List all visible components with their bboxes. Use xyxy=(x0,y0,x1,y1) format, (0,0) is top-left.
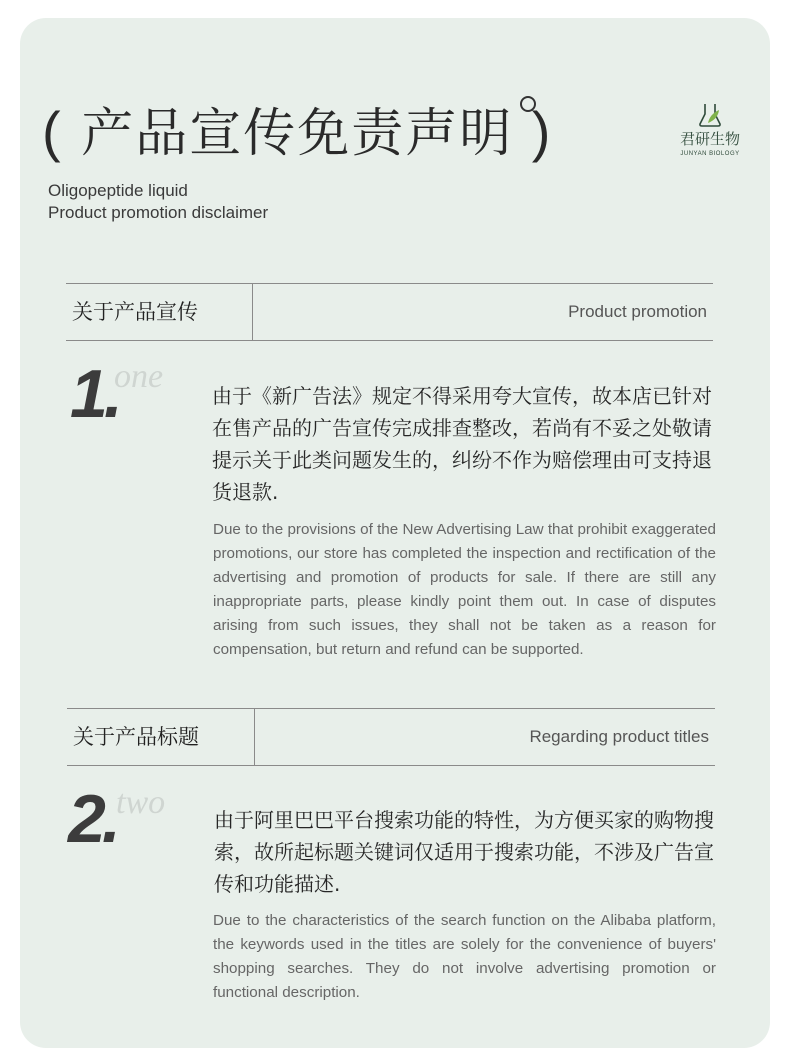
section-label-cn: 关于产品宣传 xyxy=(72,300,198,324)
subtitle-line1: Oligopeptide liquid xyxy=(48,181,188,200)
title-open-paren: ( xyxy=(42,100,63,163)
section-text-en: Due to the characteristics of the search function on the Alibaba platform, the keywords used in the titles are solely for the convenience of buyers' shopping searches. They do not involve advertising promotion or functional description. xyxy=(213,912,716,1001)
section-number: 1. xyxy=(70,356,119,432)
section-header-titles xyxy=(67,708,715,766)
section-text-en: Due to the provisions of the New Advertising Law that prohibit exaggerated promotions, our store has completed the inspection and rectification of the advertising and promotion of products for sale. If there are still any inappropriate parts, please kindly point them out. In case of disputes arising from such issues, they shall not be taken as a reason for compensation, but return and refund can be supported. xyxy=(213,521,716,658)
section-label-en: Regarding product titles xyxy=(529,727,709,746)
logo-en-text: JUNYAN BIOLOGY xyxy=(680,151,740,157)
section-number-word: one xyxy=(114,358,164,395)
title-text: 产品宣传免责声明 xyxy=(81,104,514,164)
subtitle-line2: Product promotion disclaimer xyxy=(48,203,269,222)
section-text-cn: 由于《新广告法》规定不得采用夸大宣传，故本店已针对在售产品的广告宣传完成排查整改，若尚有不妥之处敬请提示关于此类问题发生的，纠纷不作为赔偿理由可支持退货退款. xyxy=(212,384,712,504)
section-number-word: two xyxy=(116,784,166,821)
flask-leaf-icon xyxy=(698,102,724,128)
section-text-cn: 由于阿里巴巴平台搜索功能的特性，为方便买家的购物搜索，故所起标题关键词仅适用于搜索功能，不涉及广告宣传和功能描述. xyxy=(214,808,714,896)
section-divider xyxy=(252,284,253,340)
logo-cn-text: 君研生物 xyxy=(679,130,740,148)
section-label-cn: 关于产品标题 xyxy=(73,725,199,749)
section-header-promotion xyxy=(66,283,713,341)
degree-mark xyxy=(520,96,536,112)
section-divider xyxy=(254,709,255,765)
section-number: 2. xyxy=(68,781,117,857)
section-label-en: Product promotion xyxy=(568,302,707,321)
title-close-paren: ) xyxy=(531,100,553,163)
subtitle xyxy=(48,180,268,224)
brand-logo xyxy=(672,102,748,162)
page-title xyxy=(42,92,552,172)
